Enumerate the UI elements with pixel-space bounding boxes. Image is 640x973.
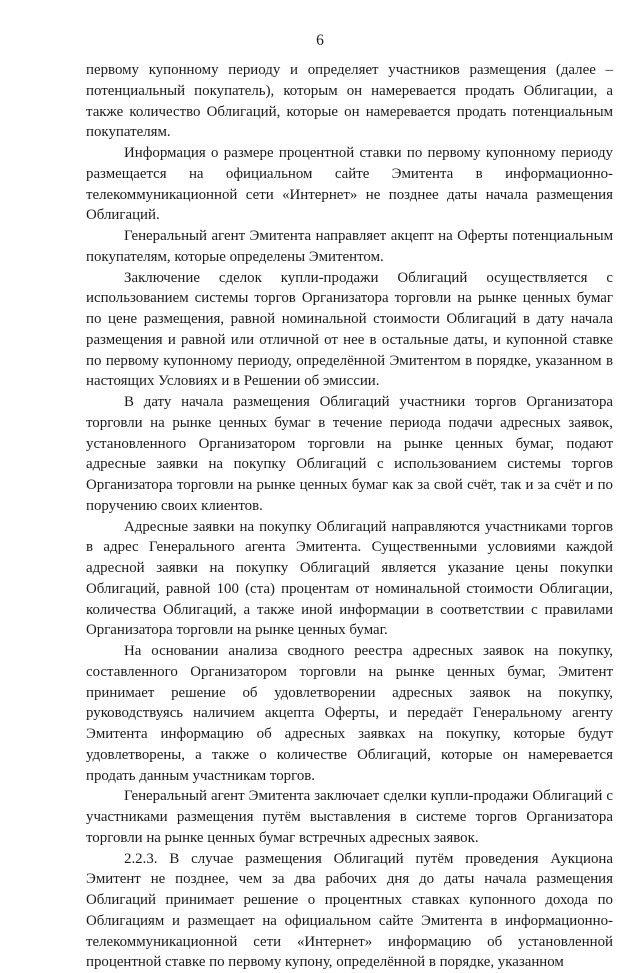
paragraph-address-orders: Адресные заявки на покупку Облигаций направляются участниками торгов в адрес Генерального агента Эмитента. Существенными условиями каждой адресной заявки на покупку Облигаций является указание цены покупки Облигаций, равной 100 (ста) процентам от номинальной стоимости Облигации, количества Облигаций, а также иной информации в соответствии с правилами Организатора торговли на рынке ценных бумаг.	[86, 517, 613, 642]
paragraph-agent-deals: Генеральный агент Эмитента заключает сделки купли-продажи Облигаций с участниками размещения путём выставления в системе торгов Организатора торговли на рынке ценных бумаг встречных адресных заявок.	[86, 786, 613, 848]
paragraph-deals: Заключение сделок купли-продажи Облигаций осуществляется с использованием системы торгов Организатора торговли на рынке ценных бумаг по цене размещения, равной номинальной стоимости Облигаций в дату начала размещения и равной или отличной от нее в остальные даты, и купонной ставке по первому купонному периоду, определённой Эмитентом в порядке, указанном в настоящих Условиях и в Решении об эмиссии.	[86, 268, 613, 393]
page-number: 6	[0, 32, 640, 50]
paragraph-start-date: В дату начала размещения Облигаций участники торгов Организатора торговли на рынке ценных бумаг в течение периода подачи адресных заявок, установленного Организатором торговли на рынке ценных бумаг, подают адресные заявки на покупку Облигаций с использованием системы торгов Организатора торговли на рынке ценных бумаг как за свой счёт, так и за счёт и по поручению своих клиентов.	[86, 392, 613, 517]
paragraph-continuation: первому купонному периоду и определяет участников размещения (далее – потенциальный покупатель), которым он намеревается продать Облигации, а также количество Облигаций, которые он намеревается продать потенциальным покупателям.	[86, 60, 613, 143]
document-body	[86, 60, 613, 973]
paragraph-agent-acceptance: Генеральный агент Эмитента направляет акцепт на Оферты потенциальным покупателям, которые определены Эмитентом.	[86, 226, 613, 268]
paragraph-rate-info: Информация о размере процентной ставки по первому купонному периоду размещается на официальном сайте Эмитента в информационно-телекоммуникационной сети «Интернет» не позднее даты начала размещения Облигаций.	[86, 143, 613, 226]
paragraph-section-2-2-3: 2.2.3. В случае размещения Облигаций путём проведения Аукциона Эмитент не позднее, чем за два рабочих дня до даты начала размещения Облигаций принимает решение о процентных ставках купонного дохода по Облигациям и размещает на официальном сайте Эмитента в информационно-телекоммуникационной сети «Интернет» информацию об установленной процентной ставке по первому купону, определённой в порядке, указанном	[86, 849, 613, 973]
paragraph-registry-analysis: На основании анализа сводного реестра адресных заявок на покупку, составленного Организатором торговли на рынке ценных бумаг, Эмитент принимает решение об удовлетворении адресных заявок на покупку, руководствуясь наличием акцепта Оферты, и передаёт Генеральному агенту Эмитента информацию об адресных заявках на покупку, которые будут удовлетворены, а также о количестве Облигаций, которые он намеревается продать данным участникам торгов.	[86, 641, 613, 786]
